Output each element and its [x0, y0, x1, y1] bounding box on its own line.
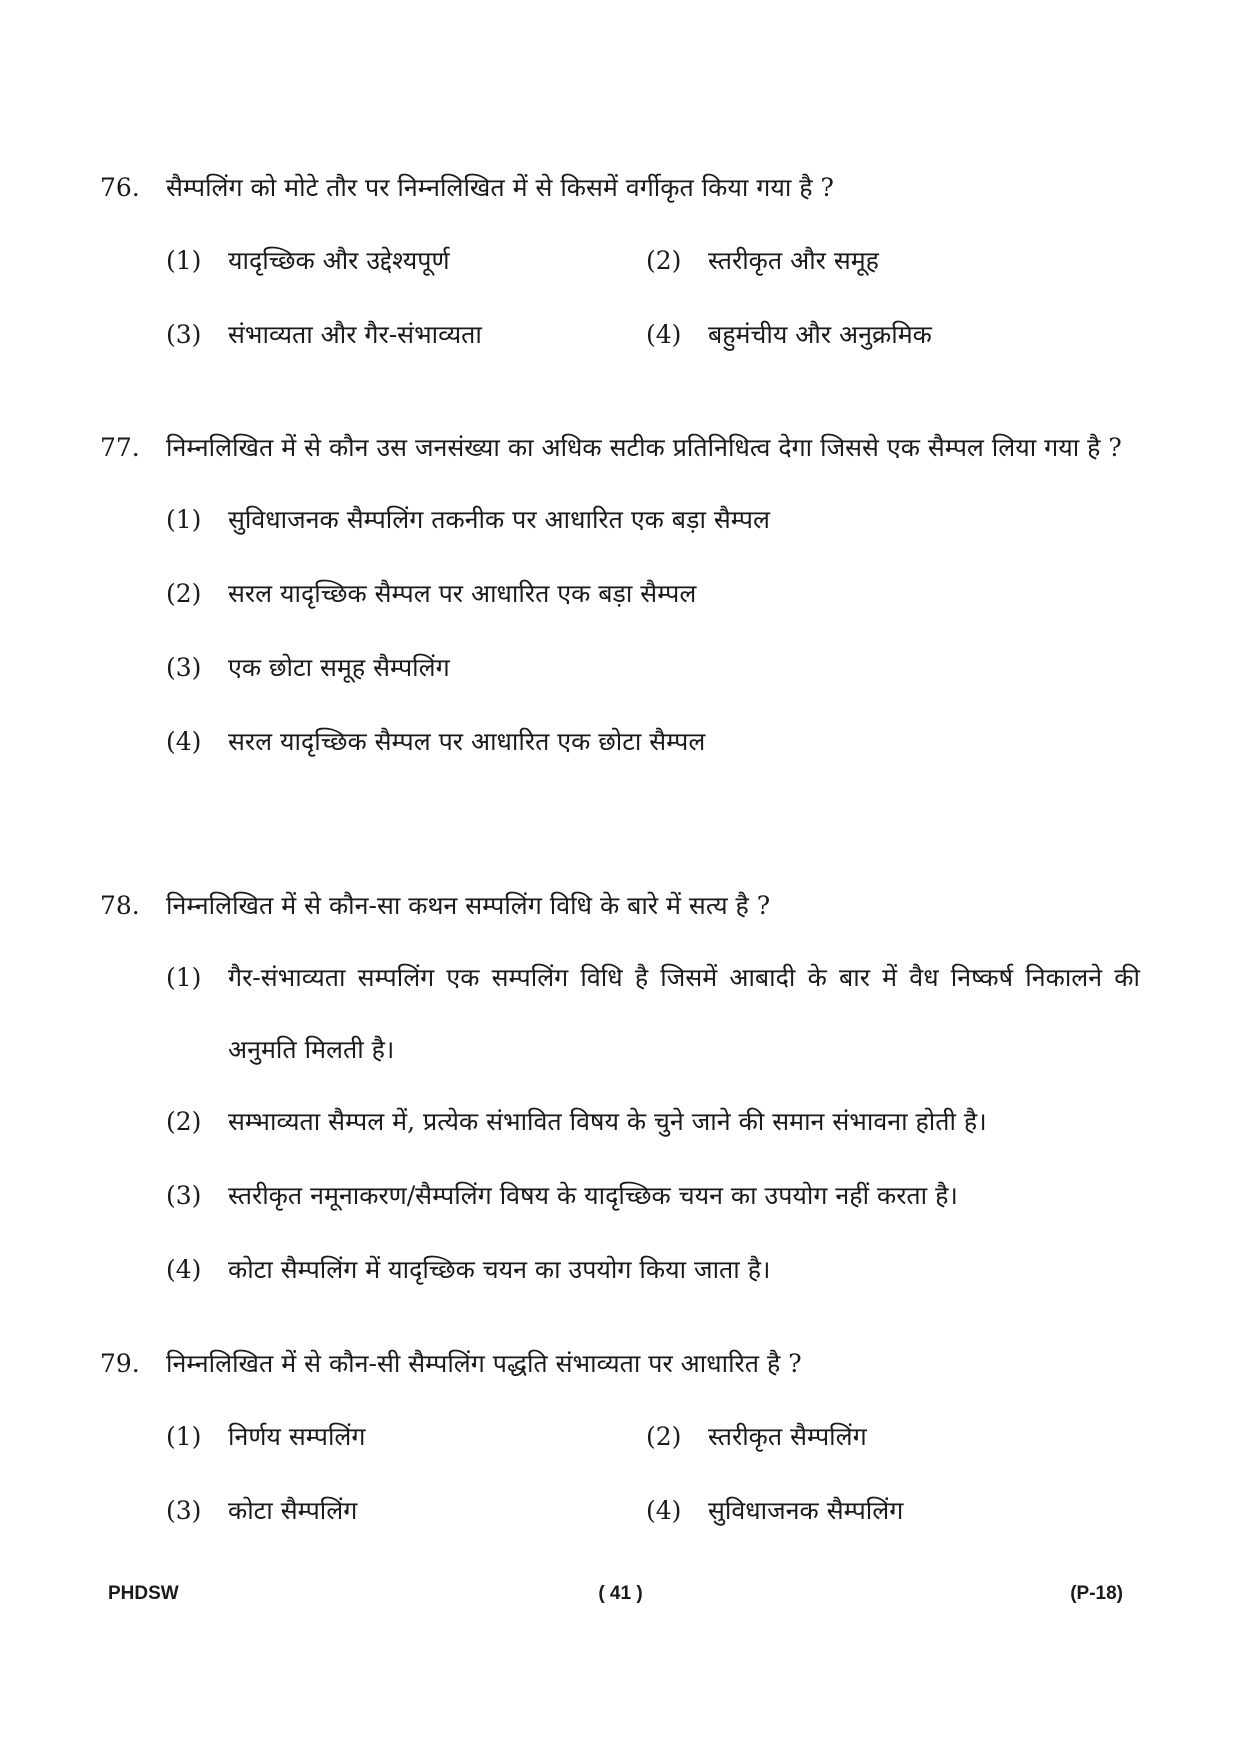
option-3 [166, 299, 646, 371]
option-number: (4) [646, 320, 682, 349]
option-number: (2) [646, 1422, 682, 1451]
option-1 [166, 942, 1140, 1086]
option-number: (3) [166, 1181, 202, 1210]
option-text: एक छोटा समूह सैम्पलिंग [228, 653, 450, 682]
option-1 [166, 1401, 646, 1473]
option-number: (1) [166, 963, 202, 992]
option-4 [166, 1234, 1140, 1308]
option-3 [166, 632, 1140, 706]
question-79-options [100, 1400, 1140, 1548]
question-text: सैम्पलिंग को मोटे तौर पर निम्नलिखित में से किसमें वर्गीकृत किया गया है ? [166, 173, 834, 202]
option-row [166, 224, 1140, 298]
footer-code: PHDSW [108, 1583, 179, 1604]
option-number: (1) [166, 1422, 202, 1451]
option-number: (3) [166, 1496, 202, 1525]
option-text: स्तरीकृत नमूनाकरण/सैम्पलिंग विषय के यादृच्छिक चयन का उपयोग नहीं करता है। [228, 1181, 958, 1210]
option-2 [646, 1401, 1126, 1473]
option-number: (4) [166, 1255, 202, 1284]
option-text: स्तरीकृत सैम्पलिंग [708, 1422, 867, 1451]
question-number: 76. [100, 173, 140, 202]
option-text: संभाव्यता और गैर-संभाव्यता [228, 320, 482, 349]
option-text: सरल यादृच्छिक सैम्पल पर आधारित एक छोटा सैम्पल [228, 727, 706, 756]
footer-series: (P-18) [1070, 1583, 1123, 1604]
question-text: निम्नलिखित में से कौन उस जनसंख्या का अधिक सटीक प्रतिनिधित्व देगा जिससे एक सैम्पल लिया गया है ? [166, 433, 1122, 462]
option-number: (3) [166, 320, 202, 349]
option-row [166, 1474, 1140, 1548]
option-2 [166, 1086, 1140, 1160]
option-text: स्तरीकृत और समूह [708, 246, 879, 275]
option-2 [646, 225, 1126, 297]
option-text: बहुमंचीय और अनुक्रमिक [708, 320, 932, 349]
question-text: निम्नलिखित में से कौन-सा कथन सम्पलिंग विधि के बारे में सत्य है ? [166, 891, 771, 920]
option-text: सम्भाव्यता सैम्पल में, प्रत्येक संभावित विषय के चुने जाने की समान संभावना होती है। [228, 1107, 987, 1136]
option-2 [166, 558, 1140, 632]
option-number: (2) [166, 579, 202, 608]
question-76 [100, 152, 1140, 372]
option-number: (1) [166, 246, 202, 275]
question-78-stem [100, 870, 1140, 942]
option-text: कोटा सैम्पलिंग में यादृच्छिक चयन का उपयोग किया जाता है। [228, 1255, 771, 1284]
option-text: यादृच्छिक और उद्देश्यपूर्ण [228, 246, 450, 275]
question-79 [100, 1328, 1140, 1548]
option-text: निर्णय सम्पलिंग [228, 1422, 366, 1451]
page-number: ( 41 ) [598, 1583, 643, 1604]
question-text: निम्नलिखित में से कौन-सी सैम्पलिंग पद्धति संभाव्यता पर आधारित है ? [166, 1349, 802, 1378]
question-number: 79. [100, 1349, 140, 1378]
option-4 [646, 1475, 1126, 1547]
question-number: 77. [100, 433, 140, 462]
question-77-stem [100, 412, 1140, 484]
option-number: (3) [166, 653, 202, 682]
option-number: (4) [166, 727, 202, 756]
question-number: 78. [100, 891, 140, 920]
question-78 [100, 870, 1140, 1308]
option-number: (4) [646, 1496, 682, 1525]
option-row [166, 298, 1140, 372]
option-text: सुविधाजनक सैम्पलिंग तकनीक पर आधारित एक बड़ा सैम्पल [228, 505, 770, 534]
option-4 [166, 706, 1140, 780]
option-number: (1) [166, 505, 202, 534]
option-4 [646, 299, 1126, 371]
question-76-options [100, 224, 1140, 372]
question-79-stem [100, 1328, 1140, 1400]
option-1 [166, 225, 646, 297]
question-78-options [100, 942, 1140, 1308]
option-3 [166, 1475, 646, 1547]
option-text: सुविधाजनक सैम्पलिंग [708, 1496, 904, 1525]
question-77-options [100, 484, 1140, 780]
question-77 [100, 412, 1140, 780]
option-text: कोटा सैम्पलिंग [228, 1496, 358, 1525]
option-text: सरल यादृच्छिक सैम्पल पर आधारित एक बड़ा सैम्पल [228, 579, 697, 608]
option-number: (2) [646, 246, 682, 275]
option-text: गैर-संभाव्यता सम्पलिंग एक सम्पलिंग विधि है जिसमें आबादी के बार में वैध निष्कर्ष निकालने की अनुमति मिलती है। [228, 963, 1140, 1064]
option-row [166, 1400, 1140, 1474]
option-3 [166, 1160, 1140, 1234]
option-number: (2) [166, 1107, 202, 1136]
option-1 [166, 484, 1140, 558]
question-76-stem [100, 152, 1140, 224]
